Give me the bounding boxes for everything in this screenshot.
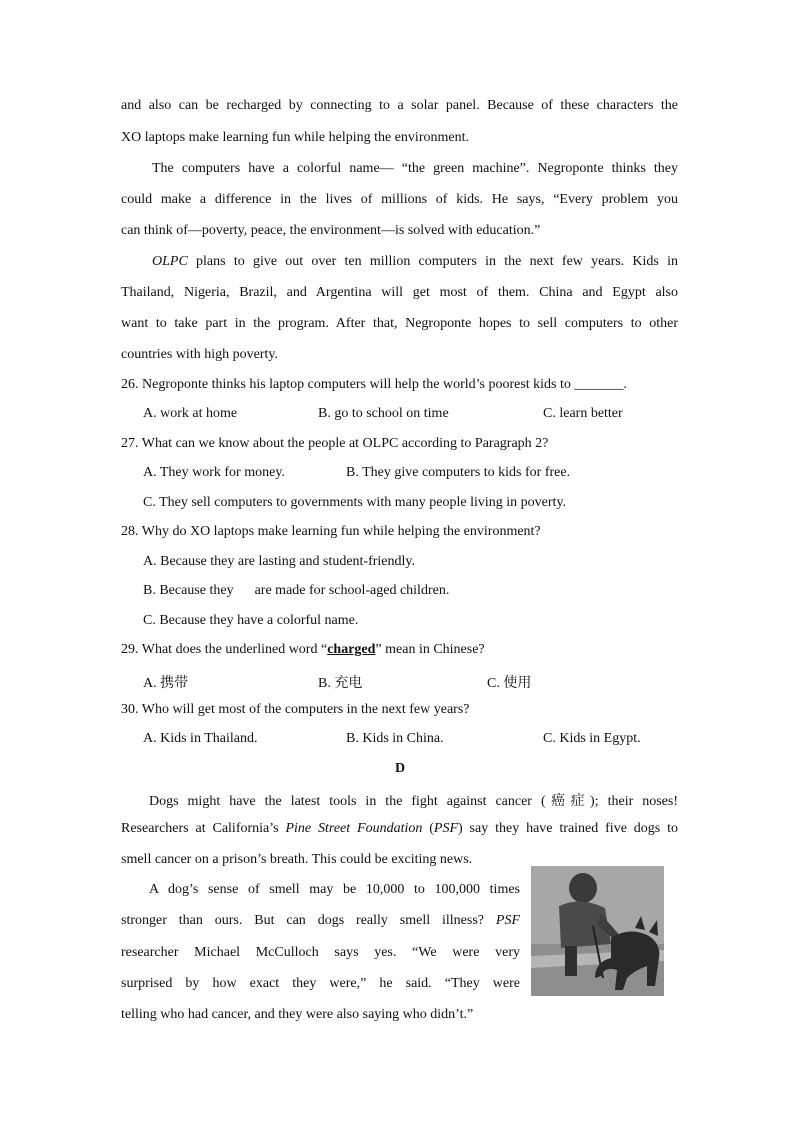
option-27b[interactable]: B. They give computers to kids for free.	[346, 465, 571, 480]
passage-text: plans to give out over ten million computers in the next few years. Kids in	[187, 254, 678, 269]
question-text: ” mean in Chinese?	[375, 642, 485, 657]
dog-photo	[531, 866, 664, 996]
passage-line: smell cancer on a prison’s breath. This could be exciting news.	[121, 852, 473, 867]
passage-line: researcher Michael McCulloch says yes. “We were very	[121, 945, 520, 960]
section-heading: D	[394, 761, 406, 776]
passage-line: A dog’s sense of smell may be 10,000 to 100,000 times	[149, 882, 520, 897]
olpc-term: OLPC	[152, 254, 188, 269]
passage-line	[121, 913, 520, 929]
option-28c[interactable]: C. Because they have a colorful name.	[143, 613, 359, 628]
option-30a[interactable]: A. Kids in Thailand.	[143, 731, 258, 746]
passage-text: Researchers at California’s	[121, 821, 286, 836]
option-29b[interactable]: B. 充电	[318, 676, 363, 691]
passage-line: could make a difference in the lives of millions of kids. He says, “Every problem you	[121, 192, 678, 207]
underlined-word: charged	[327, 642, 376, 657]
question-29	[121, 642, 485, 658]
option-27a[interactable]: A. They work for money.	[143, 465, 285, 480]
passage-line: XO laptops make learning fun while helping the environment.	[121, 130, 469, 145]
question-text: 29. What does the underlined word “	[121, 642, 328, 657]
passage-text: (	[422, 821, 434, 836]
option-30b[interactable]: B. Kids in China.	[346, 731, 444, 746]
passage-text: ) say they have trained five dogs to	[458, 821, 679, 836]
passage-line: want to take part in the program. After that, Negroponte hopes to sell computers to other	[121, 316, 678, 331]
passage-line	[121, 821, 678, 837]
passage-line	[152, 254, 678, 270]
option-28a[interactable]: A. Because they are lasting and student-friendly.	[143, 554, 416, 569]
passage-line: and also can be recharged by connecting to a solar panel. Because of these characters the	[121, 98, 678, 113]
passage-text: stronger than ours. But can dogs really smell illness?	[121, 913, 496, 928]
passage-line: telling who had cancer, and they were also saying who didn’t.”	[121, 1007, 474, 1022]
org-abbr: PSF	[433, 821, 459, 836]
dog-and-man-image	[531, 866, 664, 996]
passage-line: countries with high poverty.	[121, 347, 278, 362]
option-26c[interactable]: C. learn better	[543, 406, 623, 421]
option-29c[interactable]: C. 使用	[487, 676, 532, 691]
option-26b[interactable]: B. go to school on time	[318, 406, 449, 421]
question-26: 26. Negroponte thinks his laptop computers will help the world’s poorest kids to _______.	[121, 377, 627, 392]
question-28: 28. Why do XO laptops make learning fun while helping the environment?	[121, 524, 541, 539]
option-29a[interactable]: A. 携带	[143, 676, 189, 691]
passage-line: surprised by how exact they were,” he said. “They were	[121, 976, 520, 991]
passage-line: The computers have a colorful name— “the green machine”. Negroponte thinks they	[152, 161, 678, 176]
option-27c[interactable]: C. They sell computers to governments with many people living in poverty.	[143, 495, 567, 510]
passage-line: can think of—poverty, peace, the environment—is solved with education.”	[121, 223, 541, 238]
org-abbr: PSF	[495, 913, 520, 928]
option-30c[interactable]: C. Kids in Egypt.	[543, 731, 641, 746]
question-30: 30. Who will get most of the computers in the next few years?	[121, 702, 470, 717]
option-28b[interactable]: B. Because they are made for school-aged children.	[143, 583, 450, 598]
passage-line: Dogs might have the latest tools in the fight against cancer (癌症); their noses!	[149, 794, 678, 809]
passage-line: Thailand, Nigeria, Brazil, and Argentina will get most of them. China and Egypt also	[121, 285, 678, 300]
question-27: 27. What can we know about the people at OLPC according to Paragraph 2?	[121, 436, 549, 451]
option-26a[interactable]: A. work at home	[143, 406, 238, 421]
org-name: Pine Street Foundation	[285, 821, 423, 836]
